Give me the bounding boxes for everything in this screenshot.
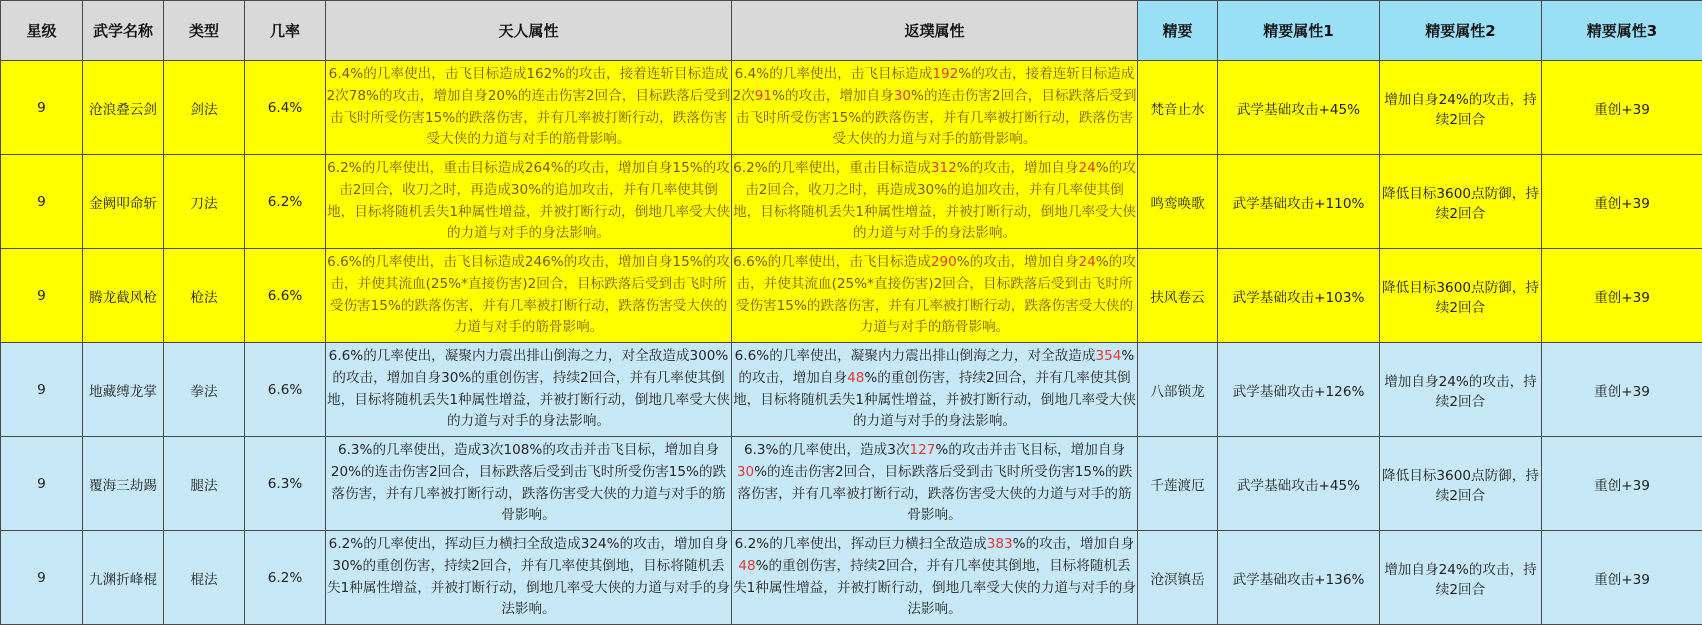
jingyao-attribute-3-cell: 重创+39 [1542, 155, 1702, 249]
skill-name-cell: 腾龙截风枪 [83, 249, 164, 343]
skill-type-cell: 棍法 [164, 531, 245, 625]
highlighted-value: 192 [932, 66, 959, 83]
header-type: 类型 [164, 1, 245, 61]
header-name: 武学名称 [83, 1, 164, 61]
tianren-attribute-cell: 6.3%的几率使出，造成3次108%的攻击并击飞目标，增加自身20%的连击伤害2回合，目标跌落后受到击飞时所受伤害15%的跌落伤害，并有几率被打断行动，跌落伤害受大侠的力道与对手的筋骨影响。 [326, 437, 732, 531]
header-fanpu: 返璞属性 [732, 1, 1138, 61]
description-text: %的攻击，并使其流血(25%*直接伤害)2回合，目标跌落后受到击飞时所受伤害15%的跌落伤害，并有几率被打断行动，跌落伤害受大侠的力道与对手的筋骨影响。 [735, 254, 1136, 336]
table-row [1, 155, 1702, 249]
jingyao-cell: 八部锁龙 [1138, 343, 1218, 437]
star-cell: 9 [1, 437, 83, 531]
highlighted-value: 91 [754, 87, 773, 104]
fanpu-attribute-cell [732, 531, 1138, 625]
jingyao-cell: 鸣鸾唤歌 [1138, 155, 1218, 249]
description-text: %的攻击，增加自身 [956, 254, 1079, 271]
table-body [1, 61, 1702, 625]
description-text: %的重创伤害，持续2回合，并有几率使其倒地，目标将随机丢失1种属性增益，并被打断行动，倒地几率受大侠的力道与对手的身法影响。 [733, 369, 1136, 430]
fanpu-attribute-cell [732, 61, 1138, 155]
header-jingyao: 精要 [1138, 1, 1218, 61]
jingyao-attribute-3-cell: 重创+39 [1542, 531, 1702, 625]
description-text: 6.2%的几率使出，重击目标造成 [733, 160, 931, 177]
description-text: %的攻击，增加自身 [956, 160, 1079, 177]
jingyao-attribute-2-cell: 增加自身24%的攻击，持续2回合 [1380, 61, 1542, 155]
header-star: 星级 [1, 1, 83, 61]
description-text: %的攻击，接着连斩目标造成2次 [732, 66, 1135, 104]
skill-type-cell: 剑法 [164, 61, 245, 155]
star-cell: 9 [1, 531, 83, 625]
description-text: 6.4%的几率使出，击飞目标造成 [734, 66, 933, 83]
description-text: %的连击伤害2回合，目标跌落后受到击飞时所受伤害15%的跌落伤害，并有几率被打断行动，跌落伤害受大侠的力道与对手的筋骨影响。 [737, 463, 1133, 524]
jingyao-attribute-2-cell: 降低目标3600点防御，持续2回合 [1380, 437, 1542, 531]
jingyao-attribute-3-cell: 重创+39 [1542, 61, 1702, 155]
fanpu-attribute-cell [732, 343, 1138, 437]
jingyao-attribute-3-cell: 重创+39 [1542, 249, 1702, 343]
jingyao-attribute-1-cell: 武学基础攻击+45% [1218, 61, 1380, 155]
jingyao-attribute-1-cell: 武学基础攻击+103% [1218, 249, 1380, 343]
highlighted-value: 383 [986, 536, 1013, 553]
highlighted-value: 354 [1095, 348, 1122, 365]
highlighted-value: 24 [1078, 160, 1096, 177]
jingyao-attribute-2-cell: 降低目标3600点防御，持续2回合 [1380, 155, 1542, 249]
star-cell: 9 [1, 249, 83, 343]
skill-type-cell: 枪法 [164, 249, 245, 343]
fanpu-attribute-cell [732, 155, 1138, 249]
table-row [1, 437, 1702, 531]
jingyao-cell: 千莲渡厄 [1138, 437, 1218, 531]
rate-cell: 6.4% [245, 61, 326, 155]
description-text: 6.2%的几率使出，挥动巨力横扫全敌造成 [734, 536, 987, 553]
jingyao-attribute-2-cell: 增加自身24%的攻击，持续2回合 [1380, 531, 1542, 625]
description-text: %的连击伤害2回合，目标跌落后受到击飞时所受伤害15%的跌落伤害，并有几率被打断行动，跌落伤害受大侠的力道与对手的筋骨影响。 [735, 87, 1137, 148]
jingyao-cell: 梵音止水 [1138, 61, 1218, 155]
skill-name-cell: 沧浪叠云剑 [83, 61, 164, 155]
header-attr2: 精要属性2 [1380, 1, 1542, 61]
highlighted-value: 312 [930, 160, 957, 177]
table-row [1, 531, 1702, 625]
fanpu-attribute-cell [732, 437, 1138, 531]
description-text: %的攻击，增加自身 [738, 348, 1135, 386]
star-cell: 9 [1, 155, 83, 249]
highlighted-value: 48 [738, 557, 756, 574]
highlighted-value: 30 [893, 87, 912, 104]
jingyao-cell: 扶风卷云 [1138, 249, 1218, 343]
jingyao-attribute-3-cell: 重创+39 [1542, 343, 1702, 437]
skill-name-cell: 九渊折峰棍 [83, 531, 164, 625]
skill-name-cell: 覆海三劫踢 [83, 437, 164, 531]
rate-cell: 6.2% [245, 155, 326, 249]
jingyao-attribute-2-cell: 降低目标3600点防御，持续2回合 [1380, 249, 1542, 343]
skill-type-cell: 刀法 [164, 155, 245, 249]
description-text: 6.6%的几率使出，凝聚内力震出排山倒海之力，对全敌造成 [734, 348, 1096, 365]
header-row [1, 1, 1702, 61]
rate-cell: 6.2% [245, 531, 326, 625]
star-cell: 9 [1, 61, 83, 155]
jingyao-cell: 沧溟镇岳 [1138, 531, 1218, 625]
highlighted-value: 24 [1078, 254, 1096, 271]
jingyao-attribute-1-cell: 武学基础攻击+45% [1218, 437, 1380, 531]
highlighted-value: 30 [736, 463, 755, 480]
jingyao-attribute-1-cell: 武学基础攻击+110% [1218, 155, 1380, 249]
skill-type-cell: 腿法 [164, 437, 245, 531]
star-cell: 9 [1, 343, 83, 437]
tianren-attribute-cell: 6.4%的几率使出，击飞目标造成162%的攻击，接着连斩目标造成2次78%的攻击，增加自身20%的连击伤害2回合，目标跌落后受到击飞时所受伤害15%的跌落伤害，并有几率被打断行动，跌落伤害受大侠的力道与对手的筋骨影响。 [326, 61, 732, 155]
table-row [1, 343, 1702, 437]
description-text: %的攻击并击飞目标，增加自身 [935, 442, 1126, 459]
jingyao-attribute-1-cell: 武学基础攻击+136% [1218, 531, 1380, 625]
header-tianren: 天人属性 [326, 1, 732, 61]
tianren-attribute-cell: 6.6%的几率使出，击飞目标造成246%的攻击，增加自身15%的攻击，并使其流血(25%*直接伤害)2回合，目标跌落后受到击飞时所受伤害15%的跌落伤害，并有几率被打断行动，跌落伤害受大侠的力道与对手的筋骨影响。 [326, 249, 732, 343]
jingyao-attribute-1-cell: 武学基础攻击+126% [1218, 343, 1380, 437]
rate-cell: 6.3% [245, 437, 326, 531]
skill-type-cell: 拳法 [164, 343, 245, 437]
description-text: %的重创伤害，持续2回合，并有几率使其倒地，目标将随机丢失1种属性增益，并被打断行动，倒地几率受大侠的力道与对手的身法影响。 [733, 557, 1136, 618]
header-rate: 几率 [245, 1, 326, 61]
tianren-attribute-cell: 6.6%的几率使出，凝聚内力震出排山倒海之力，对全敌造成300%的攻击，增加自身30%的重创伤害，持续2回合，并有几率使其倒地，目标将随机丢失1种属性增益，并被打断行动，倒地几率受大侠的力道与对手的身法影响。 [326, 343, 732, 437]
description-text: %的攻击，增加自身 [1012, 536, 1135, 553]
description-text: 6.6%的几率使出，击飞目标造成 [733, 254, 931, 271]
highlighted-value: 127 [909, 442, 936, 459]
table-row [1, 249, 1702, 343]
highlighted-value: 290 [930, 254, 957, 271]
description-text: %的攻击，增加自身 [772, 87, 894, 104]
rate-cell: 6.6% [245, 249, 326, 343]
rate-cell: 6.6% [245, 343, 326, 437]
table-row [1, 61, 1702, 155]
description-text: %的攻击2回合，收刀之时，再造成30%的追加攻击，并有几率使其倒地，目标将随机丢失1种属性增益，并被打断行动，倒地几率受大侠的力道与对手的身法影响。 [733, 160, 1136, 242]
tianren-attribute-cell: 6.2%的几率使出，挥动巨力横扫全敌造成324%的攻击，增加自身30%的重创伤害，持续2回合，并有几率使其倒地，目标将随机丢失1种属性增益，并被打断行动，倒地几率受大侠的力道与对手的身法影响。 [326, 531, 732, 625]
description-text: 6.3%的几率使出，造成3次 [743, 442, 910, 459]
highlighted-value: 48 [847, 369, 865, 386]
header-attr3: 精要属性3 [1542, 1, 1702, 61]
jingyao-attribute-2-cell: 增加自身24%的攻击，持续2回合 [1380, 343, 1542, 437]
tianren-attribute-cell: 6.2%的几率使出，重击目标造成264%的攻击，增加自身15%的攻击2回合，收刀之时，再造成30%的追加攻击，并有几率使其倒地，目标将随机丢失1种属性增益，并被打断行动，倒地几率受大侠的力道与对手的身法影响。 [326, 155, 732, 249]
fanpu-attribute-cell [732, 249, 1138, 343]
skill-name-cell: 金阙叩命斩 [83, 155, 164, 249]
skill-name-cell: 地藏缚龙掌 [83, 343, 164, 437]
jingyao-attribute-3-cell: 重创+39 [1542, 437, 1702, 531]
header-attr1: 精要属性1 [1218, 1, 1380, 61]
